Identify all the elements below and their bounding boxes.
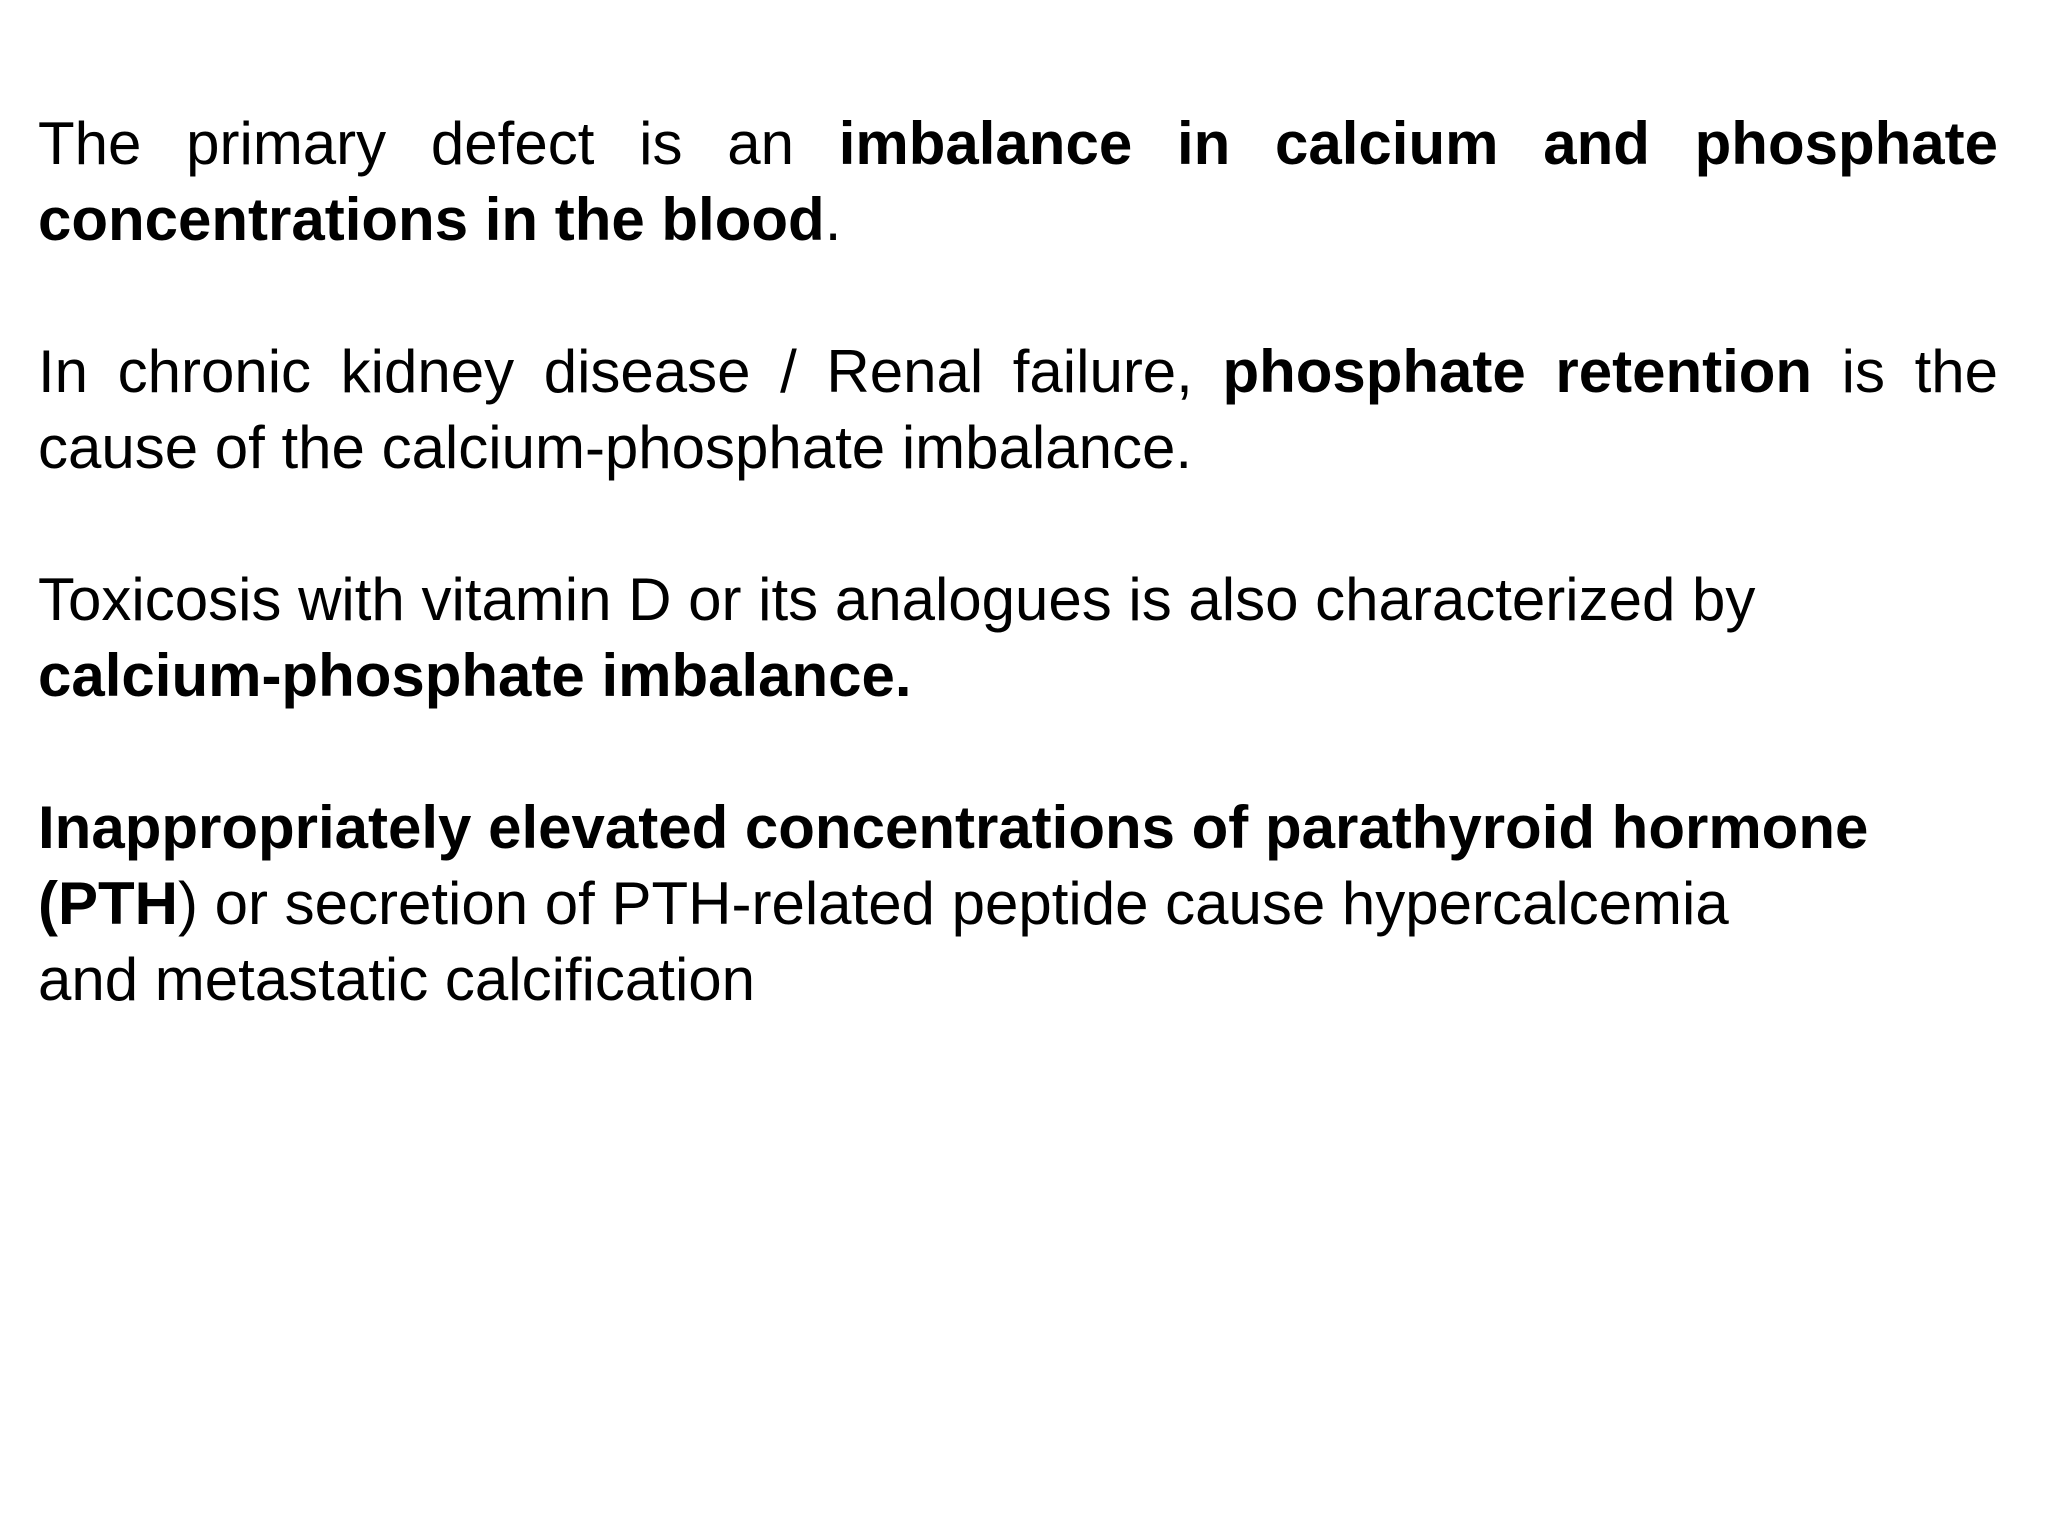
text-run: is the cause of the calcium-phosphate imbalance. [38, 338, 1999, 481]
text-run: Toxicosis with vitamin D or its analogues is also characterized by [38, 566, 1756, 633]
paragraph-primary-defect [38, 106, 1998, 258]
paragraph-pth [38, 790, 1998, 1018]
text-run: The primary defect is an [38, 110, 839, 177]
bold-text-run: calcium-phosphate imbalance. [38, 642, 912, 709]
paragraph-chronic-kidney-disease [38, 334, 1998, 486]
bold-text-run: (PTH [38, 870, 178, 937]
text-run: In chronic kidney disease / Renal failure, [38, 338, 1223, 405]
paragraph-vitamin-d-toxicosis [38, 562, 1998, 714]
text-run: ) or secretion of PTH-related peptide cause hypercalcemia [177, 870, 1729, 937]
text-run: and metastatic calcification [38, 946, 756, 1013]
slide-body [38, 106, 1998, 1018]
bold-text-run: imbalance in calcium and phosphate concentrations in the blood [38, 110, 1998, 253]
bold-text-run: phosphate retention [1222, 338, 1813, 405]
text-run: . [824, 186, 842, 253]
bold-text-run: Inappropriately elevated concentrations of parathyroid hormone [38, 794, 1869, 861]
